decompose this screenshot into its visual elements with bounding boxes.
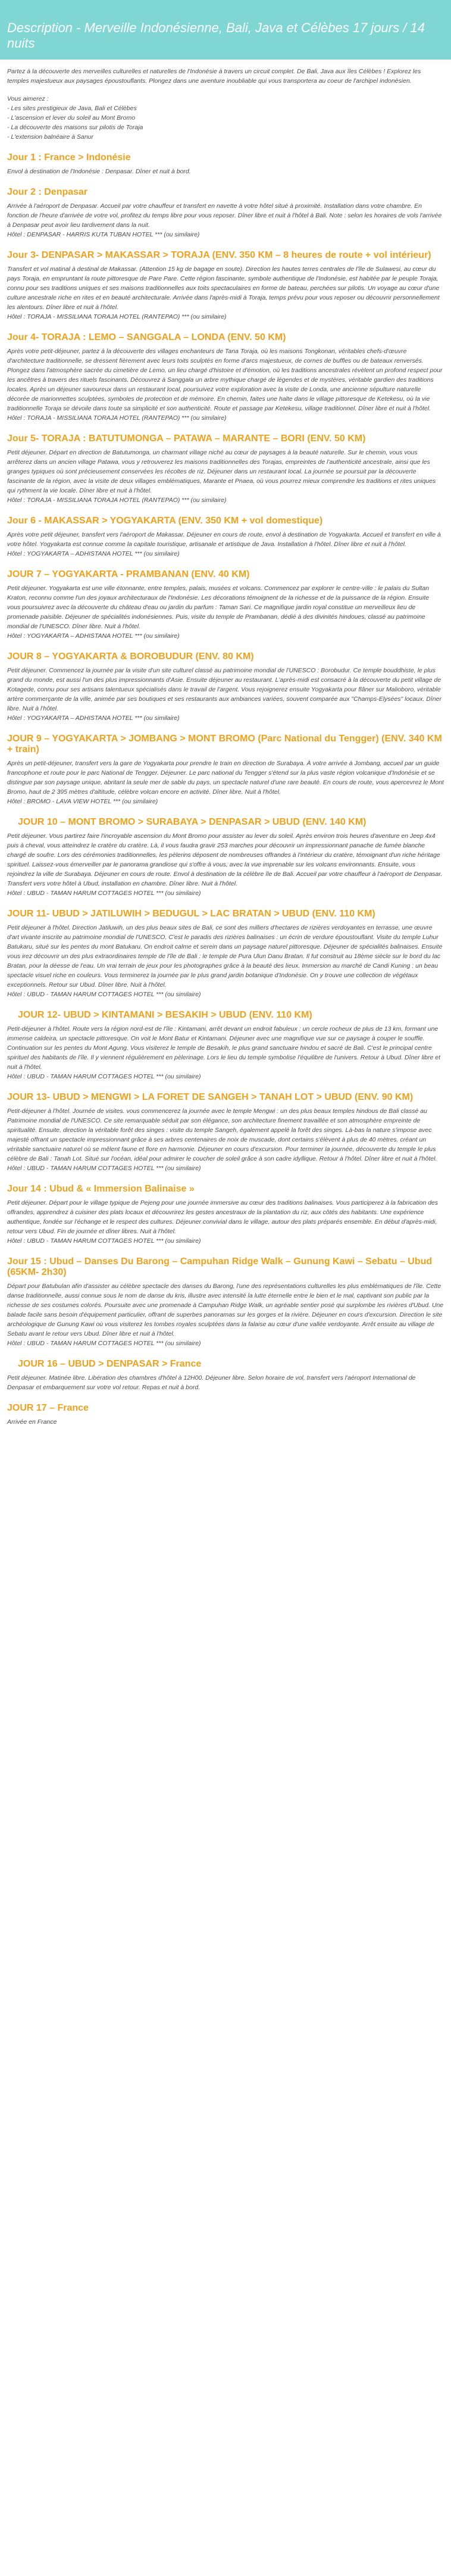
day-section-15	[7, 1256, 444, 1348]
day-title: Jour 2 : Denpasar	[7, 187, 88, 197]
day-title: JOUR 13- UBUD > MENGWI > LA FORET DE SANGEH > TANAH LOT > UBUD (ENV. 90 KM)	[7, 1092, 414, 1102]
highlight-item: - L'extension balnéaire à Sanur	[7, 133, 94, 141]
day-description: Après votre petit-déjeuner, partez à la découverte des villages enchanteurs de Tana Toraja, où les maisons Tongkonan, véritables chefs-d'œuvre d'architecture traditionnelle, se dressent fièrement avec leurs toits sculptés en forme d'arcs majestueux, de cornes de buffles ou de bateaux renversés. Plongez dans l'atmosphère sacrée du cimetière de Lemo, un lieu chargé d'histoire et d'émotion, où les traditions ancestrales révèlent un profond respect pour les ancêtres à travers des rituels fascinants. Découvrez à Sanggala un arbre mythique chargé de légendes et de mystères, véritable gardien des traditions locales. Après un déjeuner savoureux dans un restaurant local, poursuivez votre exploration avec la visite de Londa, une ancienne sépulture naturelle décorée de marionnettes sculptées, symboles de protection et de mémoire. En chemin, faites une halte dans le village pittoresque de Ketekesu, où la vie traditionnelle Toraja se dévoile dans toute sa simplicité et son authenticité. Route et passage par Ketekesu, village traditionnel. Dîner libre et nuit à l'hôtel.	[7, 348, 443, 412]
day-hotel: Hôtel : YOGYAKARTA – ADHISTANA HOTEL *** (ou similaire)	[7, 632, 180, 640]
day-hotel: Hôtel : UBUD - TAMAN HARUM COTTAGES HOTEL *** (ou similaire)	[7, 1237, 201, 1245]
day-description: Arrivée en France	[7, 1418, 57, 1426]
highlights-title: Vous aimerez :	[7, 95, 49, 102]
day-description: Petit déjeuner à l'hôtel. Direction Jatiluwih, un des plus beaux sites de Bali, ce sont des milliers d'hectares de rizières verdoyantes en terrasse, une œuvre d'art vivante inscrite au patrimoine mondial de l'UNESCO. C'est le paradis des rizières balinaises : un écrin de verdure époustouflant. Visite du temple Luhur Batukaru, situé sur les pentes du mont Batukaru. On endroit calme et serein dans un paysage naturel pittoresque. Déjeuner de spécialités balinaises. Ensuite vous irez découvrir un des plus extraordinaires temple de l'île de Bali : le temple de Pura Ulun Danu Bratan. Il fut construit au 18ème siècle sur le bord du lac Bratan, pour la déesse de l'eau. Un vrai terrain de jeux pour les photographes grâce à la beauté des lieux. Immersion au marché de Candi Kuning : un beau spectacle visuel riche en couleurs. Vous terminerez la journée par le plus grand jardin botanique d'Indonésie. On y trouve une collection de végétaux exceptionnels. Retour sur Ubud. Dîner libre. Nuit à l'hôtel.	[7, 924, 443, 988]
day-title: Jour 5- TORAJA : BATUTUMONGA – PATAWA – MARANTE – BORI (ENV. 50 KM)	[7, 434, 366, 444]
day-hotel: Hôtel : UBUD - TAMAN HARUM COTTAGES HOTEL *** (ou similaire)	[7, 1165, 201, 1172]
highlight-item: - La découverte des maisons sur pilotis de Toraja	[7, 124, 143, 131]
day-description: Petit-déjeuner à l'hôtel. Route vers la région nord-est de l'île : Kintamani, arrêt devant un endroit fabuleux : un cercle rocheux de plus de 13 km, formant une immense caldeira, un spectacle pittoresque. On voit le Mont Batur et Kintamani. Déjeuner avec une magnifique vue sur ce paysage à couper le souffle. Continuation sur les pentes du Mont Agung. Vous visiterez le temple de Besakih, le plus grand sanctuaire hindou et sacré de Bali. C'est le principal centre spirituel des habitants de l'île. Il y viennent régulièrement en pèlerinage. Lors le lieu du temple symbolise l'équilibre de l'univers. Retour à Ubud. Dîner libre et nuit à l'hôtel.	[7, 1025, 440, 1071]
page-title-banner	[0, 0, 451, 60]
highlights-list	[7, 94, 444, 142]
day-description: Petit déjeuner. Départ en direction de Batutumonga, un charmant village niché au cœur de paysages à la beauté naturelle. Sur le chemin, vous vous arrêterez dans un ancien village Patawa, vous y retrouverez les maisons traditionnelles des Torajas, empreintes de l'authenticité ancestrale, ainsi que les granges typiques où sont précieusement conservées les récoltes de riz. Déjeuner dans un restaurant local. La journée se poursuit par la découverte fascinante de la région, avec la visite de deux villages emblématiques, Marante et Pnaea, où vous pourrez mieux comprendre les traditions et rites uniques qui rythment la vie locale. Dîner libre et nuit à l'hôtel.	[7, 449, 436, 494]
day-title: Jour 3- DENPASAR > MAKASSAR > TORAJA (ENV. 350 KM – 8 heures de route + vol intérieur)	[7, 250, 431, 260]
day-description: Après un petit-déjeuner, transfert vers la gare de Yogyakarta pour prendre le train en direction de Surabaya. À votre arrivée à Jombang, accueil par un guide francophone et route pour le parc National de Tengger. Déjeuner. Le parc national du Tengger s'étend sur la plus vaste région volcanique d'Indonésie et se distingue par son paysage unique, abritant la seule mer de sable du pays, un spectacle naturel d'une rare beauté. En cours de route, vous apercevrez le Mont Bromo, haut de 2 395 mètres d'altitude, célèbre volcan encore en activité. Dîner libre. Nuit à l'hôtel.	[7, 760, 444, 796]
day-description: Après votre petit déjeuner, transfert vers l'aéroport de Makassar. Déjeuner en cours de route, envol à destination de Yogyakarta. Accueil et transfert en ville à votre hôtel. Yogyakarta est connue comme la capitale touristique, artisanale et artistique de Java. Installation à l'hôtel. Dîner libre et nuit à l'hôtel.	[7, 531, 441, 548]
day-description: Petit déjeuner. Commencez la journée par la visite d'un site culturel classé au patrimoine mondial de l'UNESCO : Borobudur. Ce temple bouddhiste, le plus grand du monde, est aussi l'un des plus impressionnants d'Asie. Ensuite déjeuner au restaurant. L'après-midi est consacré à la découverte du petit village de Kotagede, connu pour ses artisans talentueux spécialisés dans le travail de l'argent. Vous rejoignerez ensuite Yogyakarta pour flâner sur Malioboro, véritable artère commerçante de la ville, animée par ses boutiques et ses restaurants aux ambiances variées, souvent comparée aux "Champs-Elysées" locaux. Dîner libre. Nuit à l'hôtel.	[7, 667, 441, 712]
day-section-1	[7, 152, 444, 176]
intro-section	[7, 67, 444, 142]
day-hotel: Hôtel : TORAJA - MISSILIANA TORAJA HOTEL (RANTEPAO) *** (ou similaire)	[7, 497, 227, 504]
day-section-16	[7, 1359, 444, 1392]
day-title: JOUR 8 – YOGYAKARTA & BOROBUDUR (ENV. 80 KM)	[7, 651, 254, 662]
day-hotel: Hôtel : UBUD - TAMAN HARUM COTTAGES HOTEL *** (ou similaire)	[7, 991, 201, 998]
day-hotel: Hôtel : UBUD - TAMAN HARUM COTTAGES HOTEL *** (ou similaire)	[7, 1073, 201, 1080]
day-hotel: Hôtel : YOGYAKARTA – ADHISTANA HOTEL *** (ou similaire)	[7, 715, 180, 722]
day-hotel: Hôtel : TORAJA - MISSILIANA TORAJA HOTEL (RANTEPAO) *** (ou similaire)	[7, 414, 227, 422]
day-description: Transfert et vol matinal à destinal de Makassar. (Attention 15 kg de bagage en soute). Direction les hautes terres centrales de l'île de Sulawesi, au cœur du pays Toraja, en empruntant la route pittoresque de Pare Pare. Cette région fascinante, symbole authentique de l'Indonésie, est habitée par le peuple Toraja, connu pour ses traditions uniques et ses maisons traditionnelles aux toits spectaculaires en forme de bateau, perchées sur pilotis. Un voyage au cœur d'une culture ancestrale riche en rites et en beauté architecturale. Arrivée dans l'après-midi à Toraja, temps prévu pour vous reposer ou découvrir personnellement les alentours. Dîner libre et nuit à l'hôtel.	[7, 266, 440, 311]
day-section-10	[7, 817, 444, 898]
highlight-item: - L'ascension et lever du soleil au Mont Bromo	[7, 114, 136, 121]
day-hotel: Hôtel : DENPASAR - HARRIS KUTA TUBAN HOTEL *** (ou similaire)	[7, 231, 200, 238]
day-title: JOUR 7 – YOGYAKARTA - PRAMBANAN (ENV. 40 KM)	[7, 569, 250, 579]
day-title: JOUR 11- UBUD > JATILUWIH > BEDUGUL > LAC BRATAN > UBUD (ENV. 110 KM)	[7, 909, 375, 919]
day-section-17	[7, 1403, 444, 1427]
day-description: Départ pour Batubulan afin d'assister au célèbre spectacle des danses du Barong, l'une des représentations culturelles les plus emblématiques de l'île. Cette danse traditionnelle, aussi connue sous le nom de danse du kris, illustre avec intensité la lutte éternelle entre le bien et le mal, captivant son public par la richesse de ses costumes colorés. Poursuite avec une promenade à Campuhan Ridge Walk, un agréable sentier posé qui surplombe les rivières d'Ubud. Une balade facile sans besoin d'équipement particulier, offrant de superbes panoramas sur les gorges et la rivière. Déjeuner en cours d'excursion. Direction le site archéologique de Gunung Kawi où vous visiterez les tombes royales sculptées dans la falaise au cœur d'une vallée verdoyante. Arrêt ensuite au village de Sebatu avant le retour vers Ubud. Dîner libre et nuit à l'hôtel.	[7, 1283, 444, 1337]
day-description: Petit déjeuner. Vous partirez faire l'incroyable ascension du Mont Bromo pour assister au lever du soleil. Après environ trois heures d'aventure en Jeep 4x4 puis à cheval, vous atteindrez le cratère du cratère. Là, il vous faudra gravir 253 marches pour découvrir un impressionnant panache de fumée blanche chargé de soufre. Lors des cérémonies traditionnelles, les pèlerins déposent de nombreuses offrandes à l'intérieur du cratère, témoignant d'un riche héritage spirituel. Laissez-vous émerveiller par le panorama grandiose qui s'offre à vous, avec la vue imprenable sur les volcans environnants. Ensuite, vous rejoindrez la ville de Surabaya. Déjeuner en cours de route. Envol à destination de la célèbre île de Bali. Accueil par votre chauffeur à l'aéroport de Denpasar. Transfert vers votre hôtel à Ubud, installation en chambre. Dîner libre. Nuit à l'hôtel.	[7, 832, 443, 887]
day-title: Jour 1 : France > Indonésie	[7, 152, 131, 163]
day-description: Petit-déjeuner à l'hôtel. Journée de visites. vous commencerez la journée avec le temple Mengwi : un des plus beaux temples hindous de Bali classé au Patrimoine mondial de l'UNESCO. Ce site remarquable séduit par son élégance, son architecture finement travaillée et son atmosphère empreinte de spiritualité. Ensuite, direction la véritable forêt des singes : visite du temple Sangeh, également appelé la forêt des singes. Là-bas la nature s'impose avec majesté offrant un spectacle impressionnant grâce à ses arbres centenaires de noix de muscade, dont certains s'élèvent à plus de 40 mètres. créant un véritable sanctuaire naturel où se mêlent faune et flore en harmonie. Déjeuner en cours d'excursion. Pour terminer la journée, découverte du temple le plus célèbre de Bali : Tanah Lot. Situé sur l'océan, idéal pour admirer le coucher de soleil grâce à son cadre idyllique. Retour à l'hôtel. Dîner libre et nuit à l'hôtel.	[7, 1108, 437, 1162]
page-title: Description - Merveille Indonésienne, Bali, Java et Célèbes 17 jours / 14 nuits	[7, 20, 425, 51]
day-title: JOUR 10 – MONT BROMO > SURABAYA > DENPASAR > UBUD (ENV. 140 KM)	[18, 817, 367, 827]
day-title: JOUR 17 – France	[7, 1403, 89, 1413]
day-section-6	[7, 516, 444, 559]
day-hotel: Hôtel : UBUD - TAMAN HARUM COTTAGES HOTEL *** (ou similaire)	[7, 1340, 201, 1347]
day-description: Petit déjeuner. Matinée libre. Libération des chambres d'hôtel à 12H00. Déjeuner libre. Selon horaire de vol, transfert vers l'aéroport International de Denpasar et embarquement sur votre vol retour. Repas et nuit à bord.	[7, 1374, 416, 1391]
day-title: JOUR 9 – YOGYAKARTA > JOMBANG > MONT BROMO (Parc National du Tengger) (ENV. 340 KM + train)	[7, 734, 442, 754]
day-section-2	[7, 187, 444, 239]
day-hotel: Hôtel : YOGYAKARTA – ADHISTANA HOTEL *** (ou similaire)	[7, 550, 180, 557]
day-hotel: Hôtel : TORAJA - MISSILIANA TORAJA HOTEL (RANTEPAO) *** (ou similaire)	[7, 313, 227, 320]
day-section-12	[7, 1010, 444, 1081]
day-section-3	[7, 250, 444, 322]
day-title: JOUR 16 – UBUD > DENPASAR > France	[18, 1359, 202, 1369]
day-hotel: Hôtel : BROMO - LAVA VIEW HOTEL *** (ou similaire)	[7, 798, 158, 805]
intro-paragraph: Partez à la découverte des merveilles culturelles et naturelles de l'Indonésie à travers un circuit complet. De Bali, Java aux îles Célèbes ! Explorez les temples majestueux aux paysages époustouflants. Plongez dans une aventure inoubliable qui vous transportera au coeur de l'archipel indonésien.	[7, 68, 421, 85]
day-section-5	[7, 434, 444, 505]
day-title: Jour 14 : Ubud & « Immersion Balinaise »	[7, 1184, 195, 1194]
day-title: Jour 4- TORAJA : LEMO – SANGGALA – LONDA (ENV. 50 KM)	[7, 332, 286, 342]
day-section-11	[7, 909, 444, 999]
content	[0, 67, 451, 1427]
day-hotel: Hôtel : UBUD - TAMAN HARUM COTTAGES HOTEL *** (ou similaire)	[7, 890, 201, 897]
day-section-14	[7, 1184, 444, 1246]
day-title: Jour 6 - MAKASSAR > YOGYAKARTA (ENV. 350 KM + vol domestique)	[7, 516, 323, 526]
day-description: Envol à destination de l'Indonésie : Denpasar. Dîner et nuit à bord.	[7, 168, 191, 175]
day-section-8	[7, 651, 444, 723]
highlight-item: - Les sites prestigieux de Java, Bali et Célèbes	[7, 105, 137, 112]
day-section-7	[7, 569, 444, 641]
day-description: Arrivée à l'aéroport de Denpasar. Accueil par votre chauffeur et transfert en navette à votre hôtel situé à proximité. Installation dans votre chambre. En fonction de l'heure d'arrivée de votre vol, profitez du temps libre pour vous reposer. Dîner libre et nuit à l'hôtel à Bali. Note : selon les horaires de vols l'arrivée à Denpasar peut avoir lieu tardivement dans la nuit.	[7, 202, 442, 229]
day-section-13	[7, 1092, 444, 1173]
day-section-4	[7, 332, 444, 423]
day-title: JOUR 12- UBUD > KINTAMANI > BESAKIH > UBUD (ENV. 110 KM)	[18, 1010, 312, 1020]
day-title: Jour 15 : Ubud – Danses Du Barong – Campuhan Ridge Walk – Gunung Kawi – Sebatu – Ubud (65KM- 2h30)	[7, 1256, 433, 1277]
day-section-9	[7, 734, 444, 806]
day-description: Petit déjeuner. Départ pour le village typique de Pejeng pour une journée immersive au cœur des traditions balinaises. Vous participerez à la fabrication des offrandes, apprendrez à cuisiner des plats locaux et découvrirez les gestes ancestraux de la plantation du riz, aux côtés des habitants. Une expérience authentique, fondée sur l'échange et le respect des cultures. Déjeuner convivial dans le village, autour des plats préparés ensemble. En début d'après-midi, retour vers Ubud. Fin de journée et dîner libres. Nuit à l'hôtel.	[7, 1199, 439, 1235]
day-description: Petit déjeuner. Yogyakarta est une ville étonnante, entre temples, palais, musées et volcans. Commencez par explorer le centre-ville : le palais du Sultan Kraton, reconnu comme l'un des joyaux architecturaux de l'Indonésie. Les décorations témoignent de la richesse et de la puissance de la région. Ensuite vous poursuivrez avec la découverte du château d'eau ou jardin du parfum : Taman Sari. Ce magnifique jardin royal constitue un merveilleux lieu de promenade paisible. Déjeuner de spécialités indonésiennes. Puis, visite du temple de Prambanan, dédié à des divinités hindoues, classé au patrimoine mondial de l'UNESCO. Dîner libre. Nuit à l'hôtel.	[7, 585, 430, 630]
